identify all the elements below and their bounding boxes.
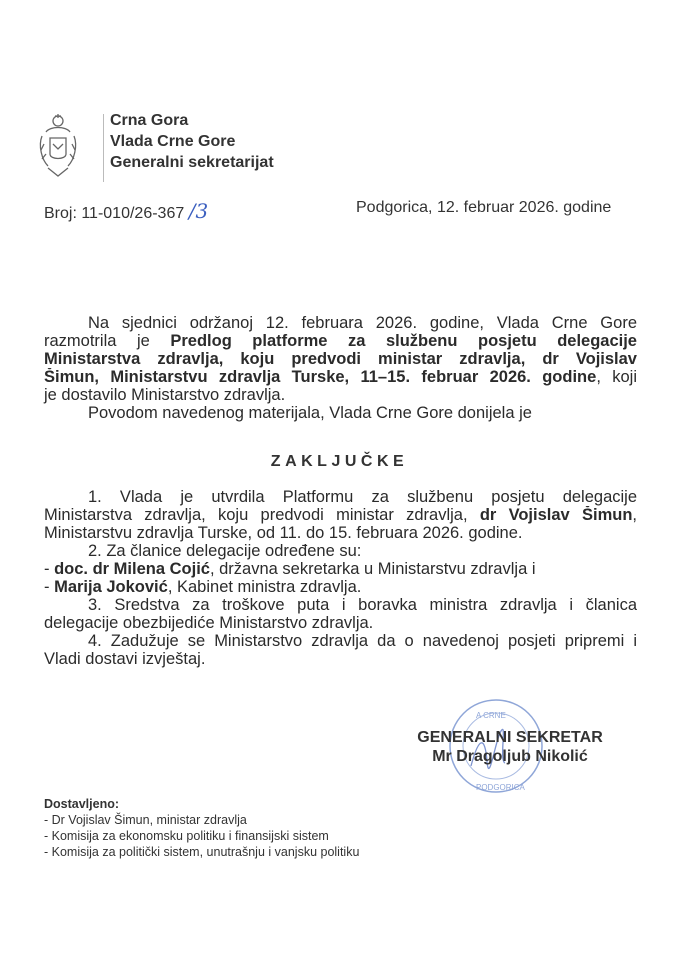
place-date: Podgorica, 12. februar 2026. godine xyxy=(356,199,612,216)
header-department: Generalni sekretarijat xyxy=(110,154,274,171)
svg-text:PODGORICA: PODGORICA xyxy=(476,783,525,792)
bold-text: Ministarstva zdravlja, koju predvodi ministar zdravlja, dr Vojislav xyxy=(44,350,637,368)
distribution-label: Dostavljeno: xyxy=(44,797,120,811)
intro-line xyxy=(44,404,637,422)
text: Vladi dostavi izvještaj. xyxy=(44,650,206,668)
intro-line xyxy=(44,332,637,350)
text: , koji xyxy=(596,368,637,386)
text: - xyxy=(44,560,55,578)
text: , xyxy=(632,506,637,524)
signatory-title: GENERALNI SEKRETAR xyxy=(417,729,603,746)
text: delegacije obezbijediće Ministarstvo zdravlja. xyxy=(44,614,374,632)
text: Na sjednici održanoj 12. februara 2026. godine, Vlada Crne Gore xyxy=(88,314,637,332)
bold-text: Predlog platforme za službenu posjetu delegacije xyxy=(170,332,637,350)
intro-line xyxy=(44,368,637,386)
distribution-item: - Komisija za politički sistem, unutrašnju i vanjsku politiku xyxy=(44,845,360,859)
text: , Kabinet ministra zdravlja. xyxy=(167,578,362,596)
conclusions-title: ZAKLJUČKE xyxy=(270,453,409,470)
bold-text: Marija Joković xyxy=(54,578,168,596)
conclusions-line xyxy=(44,488,637,506)
signatory-name: Mr Dragoljub Nikolić xyxy=(432,748,588,765)
conclusions-line xyxy=(44,524,637,542)
text: , državna sekretarka u Ministarstvu zdravlja i xyxy=(209,560,536,578)
text: 4. Zadužuje se Ministarstvo zdravlja da o navedenoj posjeti pripremi i xyxy=(88,632,637,650)
header-divider xyxy=(103,114,104,182)
header-government: Vlada Crne Gore xyxy=(110,133,236,150)
text: razmotrila je xyxy=(44,332,171,350)
text: Ministarstva zdravlja, koju predvodi ministar zdravlja, xyxy=(44,506,480,524)
intro-line xyxy=(44,350,637,368)
intro-paragraph xyxy=(44,314,637,422)
conclusions-line xyxy=(44,578,637,596)
conclusions-line xyxy=(44,632,637,650)
handwritten-suffix: /3 xyxy=(188,199,209,223)
text: 3. Sredstva za troškove puta i boravka ministra zdravlja i članica xyxy=(88,596,637,614)
header-country: Crna Gora xyxy=(110,112,189,129)
text: 1. Vlada je utvrdila Platformu za službenu posjetu delegacije xyxy=(88,488,637,506)
conclusions-line xyxy=(44,650,637,668)
text: Povodom navedenog materijala, Vlada Crne Gore donijela je xyxy=(88,404,532,422)
distribution-item: - Komisija za ekonomsku politiku i finansijski sistem xyxy=(44,829,329,843)
text: je dostavilo Ministarstvo zdravlja. xyxy=(44,386,286,404)
conclusions-line xyxy=(44,596,637,614)
reference-number: Broj: 11-010/26-367 /3 xyxy=(44,199,209,223)
conclusions-line xyxy=(44,506,637,524)
bold-text: doc. dr Milena Cojić xyxy=(54,560,210,578)
distribution-list xyxy=(44,796,359,860)
text: Ministarstvu zdravlja Turske, od 11. do 15. februara 2026. godine. xyxy=(44,524,523,542)
conclusions-line xyxy=(44,542,637,560)
text: 2. Za članice delegacije određene su: xyxy=(88,542,362,560)
text: - xyxy=(44,578,55,596)
bold-text: dr Vojislav Šimun xyxy=(479,506,633,524)
svg-text:A CRNE: A CRNE xyxy=(476,711,506,720)
distribution-item: - Dr Vojislav Šimun, ministar zdravlja xyxy=(44,813,247,827)
conclusions-line xyxy=(44,614,637,632)
conclusions-line xyxy=(44,560,637,578)
coat-of-arms-logo xyxy=(38,114,78,182)
bold-text: Šimun, Ministarstvu zdravlja Turske, 11–15. februar 2026. godine xyxy=(44,368,597,386)
conclusions-list xyxy=(44,488,637,668)
intro-line xyxy=(44,314,637,332)
intro-line xyxy=(44,386,637,404)
